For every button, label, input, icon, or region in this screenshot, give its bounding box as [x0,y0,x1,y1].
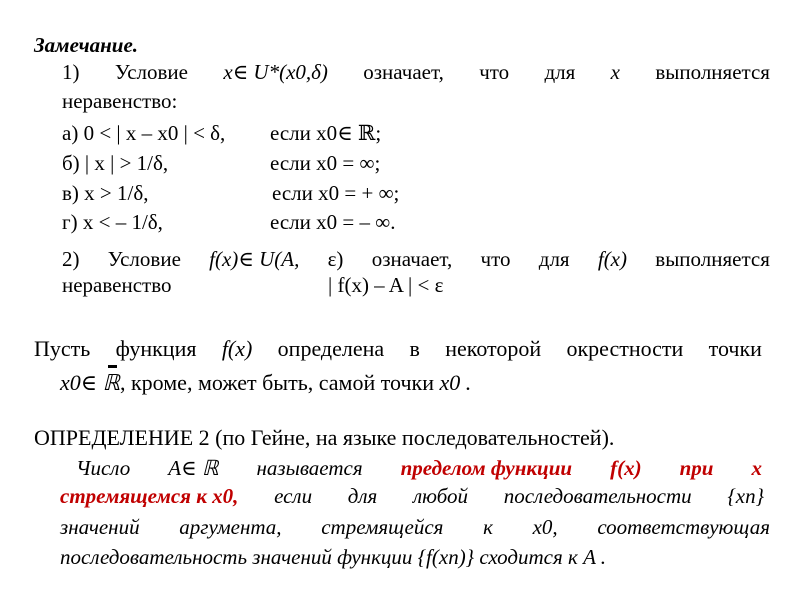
item1-word-for: для [544,60,576,84]
def-term-tending: стремящемся к x0, [60,484,239,508]
item2-epsilon: ε) [327,247,344,271]
definition-line3 [60,515,770,539]
item1-number: 1) [62,60,80,84]
def-word-number: Число [76,456,131,480]
def-word-tending-to: стремящейся [321,515,444,539]
def-term-x: x [751,456,762,480]
remark-heading-punct: . [132,33,139,57]
case-b-cond: если x0 = ∞; [270,151,381,175]
def-word-sequence: последовательности [503,484,692,508]
item2-neighborhood-expr: f(x)∈ U(A, [209,247,300,271]
item2-fx: f(x) [597,247,628,271]
item1-word-that: что [479,60,510,84]
def-word-for: для [347,484,378,508]
def-word-values: значений [60,515,140,539]
def-term-limit: пределом функции [400,456,573,480]
remark-item2-line [62,247,770,271]
remark-item1-line [62,60,770,84]
remark-heading-text: Замечание [34,33,133,57]
def-word-argument: аргумента, [179,515,282,539]
def-term-fx: f(x) [610,456,642,480]
item2-word-means: означает, [371,247,453,271]
paragraph-line2 [60,371,471,395]
case-a-label: а) 0 < | x – x0 | < δ, [62,121,226,145]
item2-continuation: неравенство [62,273,172,297]
item1-neighborhood-expr: x∈ U*(x0,δ) [223,60,328,84]
para-word-defined: определена [277,336,385,361]
definition-line4: последовательность значений функции {f(xn)} сходится к A . [60,545,607,569]
para-except-text: , кроме, может быть, самой точки [119,370,434,395]
item2-word-condition: Условие [107,247,181,271]
case-d-label: г) x < – 1/δ, [62,210,163,234]
para-word-neighborhood: окрестности [566,336,684,361]
def-word-corresponding: соответствующая [597,515,770,539]
definition-line1 [76,456,762,480]
para-word-in: в [409,336,420,361]
item1-continuation: неравенство: [62,89,178,113]
item1-var-x: x [610,60,620,84]
item1-word-means: означает, [363,60,444,84]
item2-word-that: что [480,247,511,271]
def-seq-xn: {xn} [727,484,764,508]
def-word-called: называется [256,456,363,480]
def-a-in-r: A∈ ℝ [168,456,219,480]
para-x0-in-r: x0∈ ℝ [60,370,120,395]
para-x0-tail: x0 . [439,370,472,395]
case-c-label: в) x > 1/δ, [62,181,149,205]
item2-inequality: | f(x) – A | < ε [328,273,444,297]
paragraph-line1 [34,337,762,361]
definition-title: ОПРЕДЕЛЕНИЕ 2 (по Гейне, на языке последовательностей). [34,425,615,450]
case-b-label: б) | x | > 1/δ, [62,151,169,175]
para-word-point: точки [708,336,762,361]
item1-word-condition: Условие [114,60,188,84]
def-term-as: при [679,456,714,480]
para-word-some: некоторой [445,336,542,361]
para-word-function: функция [115,336,197,361]
para-word-let: Пусть [34,336,91,361]
case-a-cond: если x0∈ ℝ; [270,121,382,145]
remark-heading [34,33,138,57]
def-x0: x0, [532,515,558,539]
item2-word-for: для [538,247,570,271]
case-c-cond: если x0 = + ∞; [272,181,400,205]
item2-number: 2) [62,247,80,271]
para-fx: f(x) [221,336,253,361]
def-word-if: если [274,484,313,508]
item2-word-holds: выполняется [655,247,770,271]
overline-mark [108,365,117,368]
def-word-to: к [483,515,493,539]
case-d-cond: если x0 = – ∞. [270,210,396,234]
def-word-any: любой [413,484,468,508]
item1-word-holds: выполняется [655,60,770,84]
definition-line2 [60,484,764,508]
